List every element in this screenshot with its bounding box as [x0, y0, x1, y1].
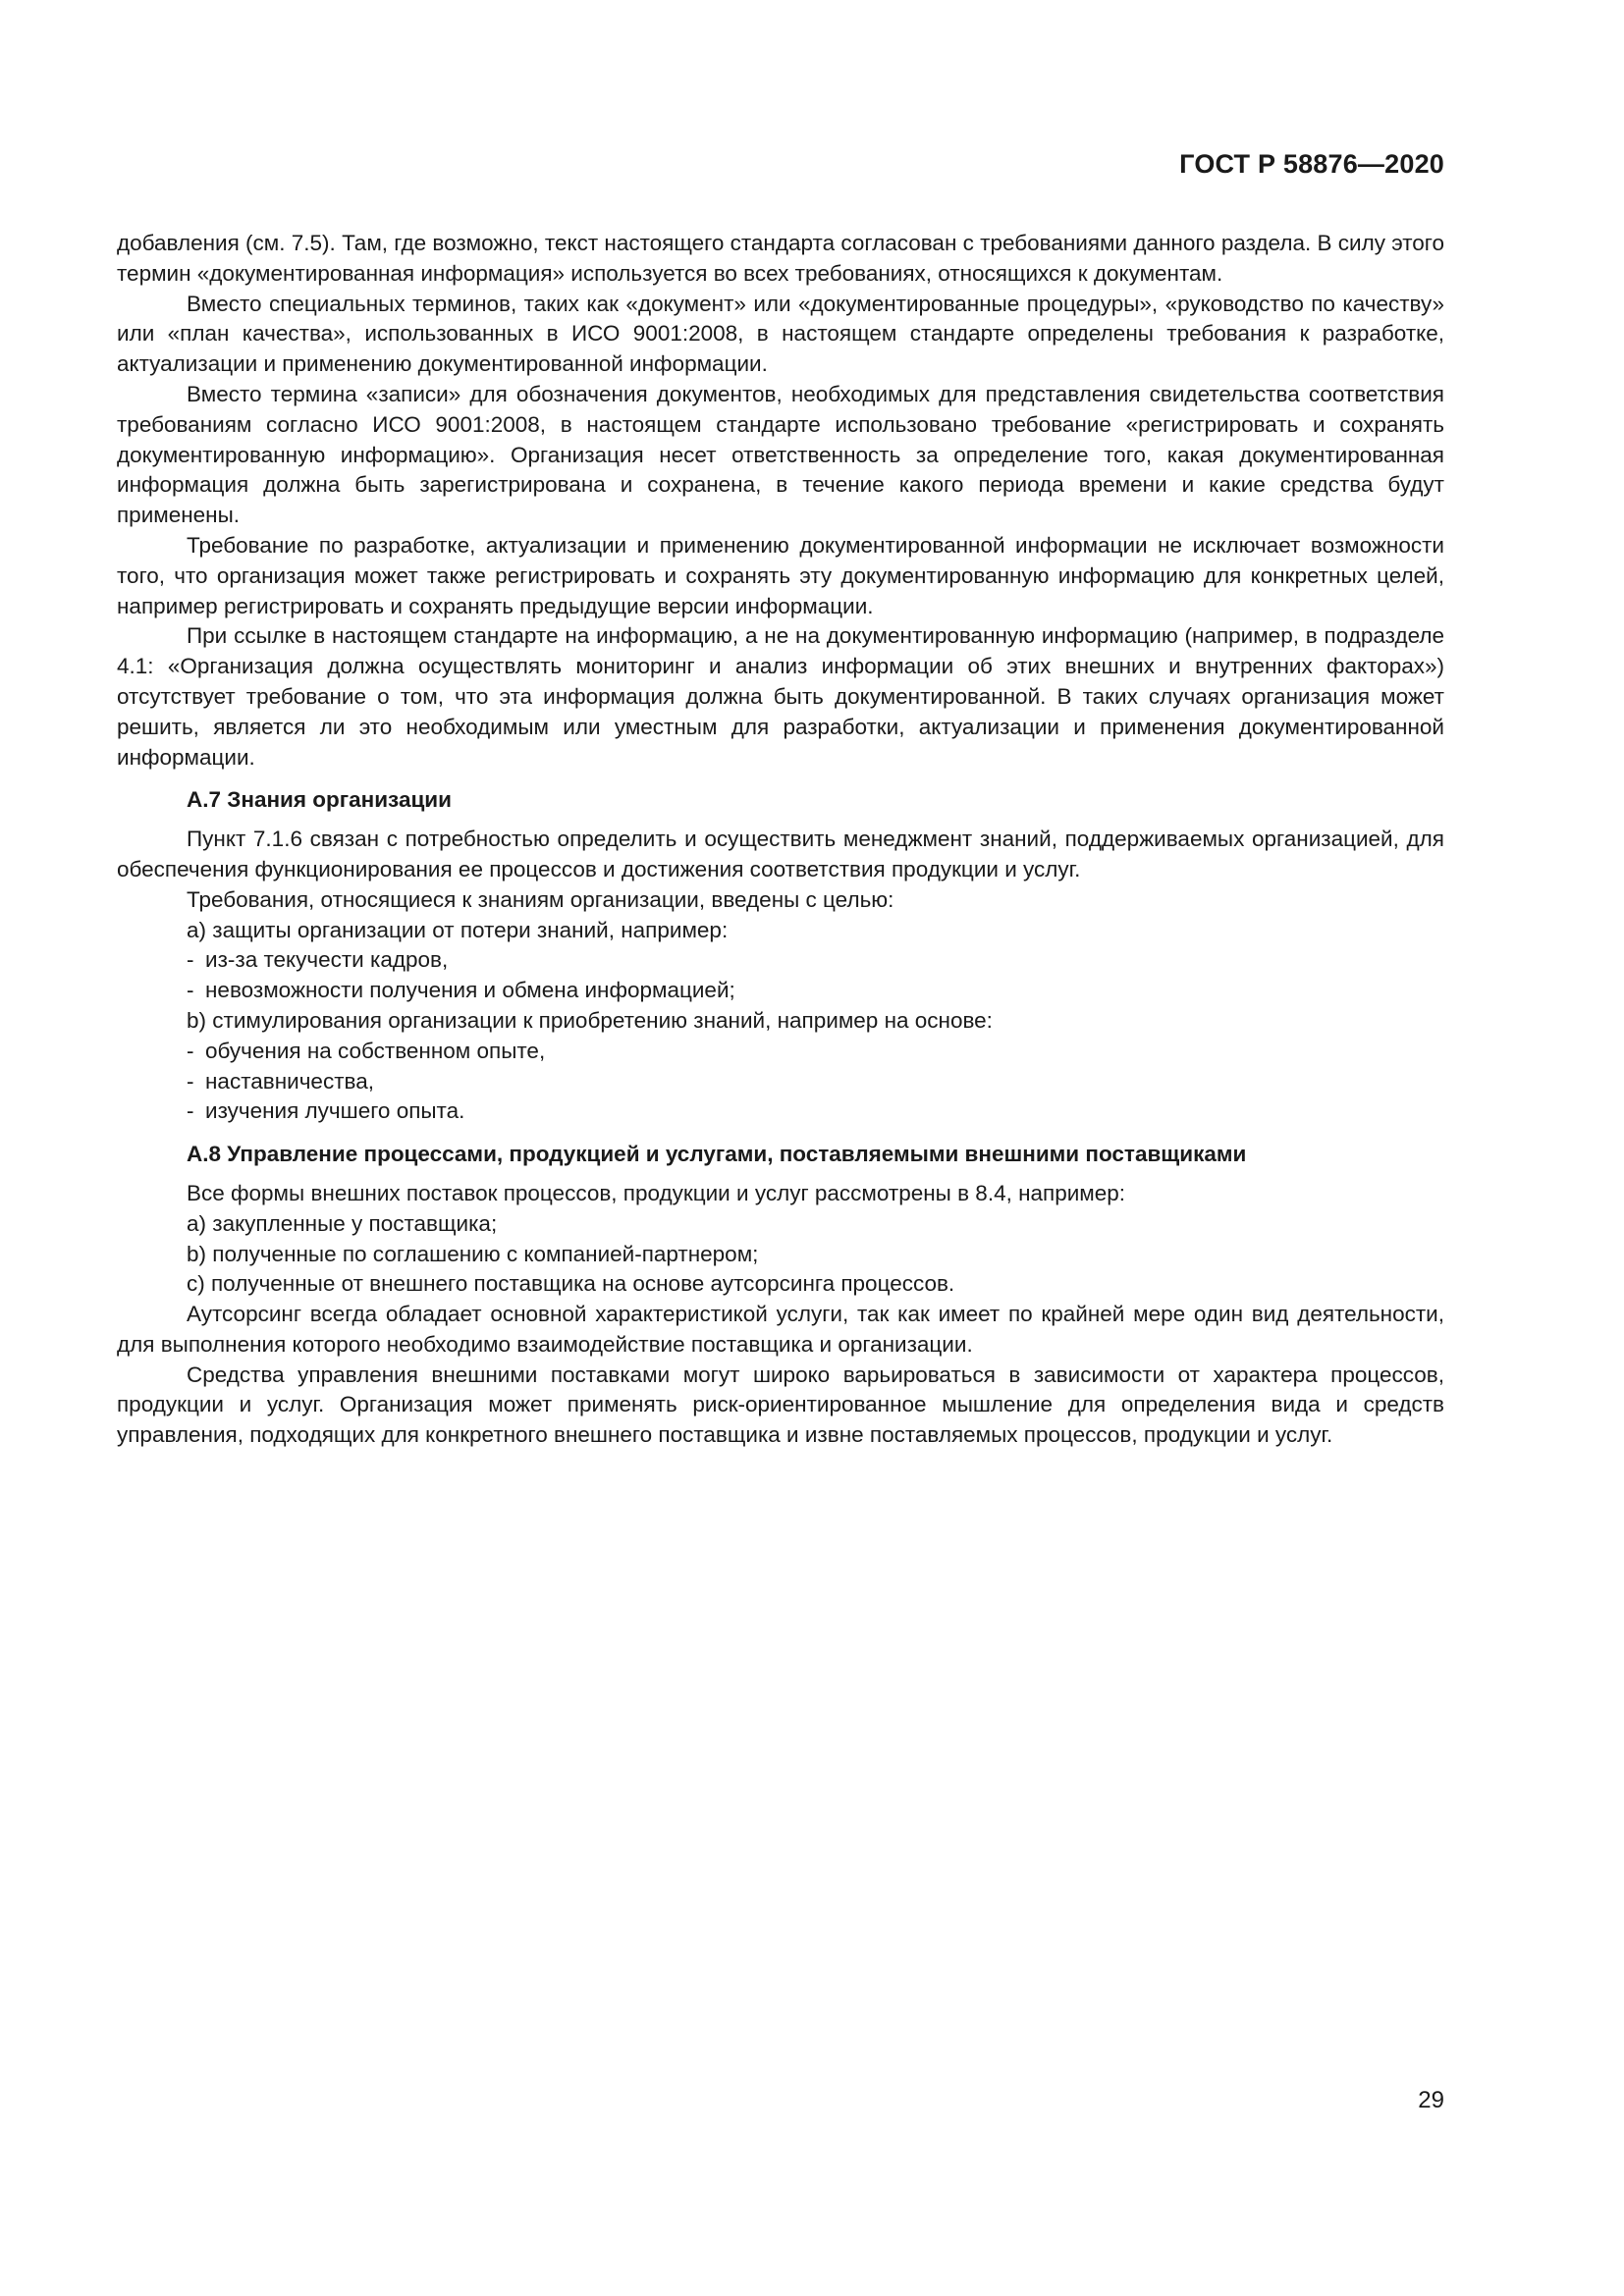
paragraph-information-reference: При ссылке в настоящем стандарте на информацию, а не на документированную информацию (например, в подразделе 4.1: «Организация должна осуществлять мониторинг и анализ информации об этих внешних и внутренних факторах») отсутствует требование о том, что эта информация должна быть документированной. В таких случаях организация может решить, является ли это необходимым или уместным для разработки, актуализации и применения документированной информации. — [117, 623, 1444, 770]
list-subitem-text: наставничества, — [205, 1068, 374, 1094]
list-subitem — [117, 976, 1444, 1006]
dash-marker: - — [187, 1098, 194, 1124]
list-subitem-text: обучения на собственном опыте, — [205, 1038, 546, 1063]
page-number: 29 — [1418, 2087, 1444, 2113]
paragraph-a8-intro: Все формы внешних поставок процессов, продукции и услуг рассмотрены в 8.4, например: — [187, 1180, 1126, 1205]
paragraph-special-terms: Вместо специальных терминов, таких как «документ» или «документированные процедуры», «руководство по качеству» или «план качества», использованных в ИСО 9001:2008, в настоящем стандарте определены требования к разработке, актуализации и применению документированной информации. — [117, 291, 1444, 377]
list-item-a8-c: c) полученные от внешнего поставщика на основе аутсорсинга процессов. — [187, 1271, 955, 1297]
section-heading-a7: А.7 Знания организации — [187, 787, 452, 813]
paragraph-a8-outsourcing: Аутсорсинг всегда обладает основной характеристикой услуги, так как имеет по крайней мере один вид деятельности, для выполнения которого необходимо взаимодействие поставщика и организации. — [117, 1302, 1444, 1357]
list-subitem — [117, 1067, 1444, 1097]
dash-marker: - — [187, 1038, 194, 1063]
paragraph-a7-intro: Пункт 7.1.6 связан с потребностью определить и осуществить менеджмент знаний, поддерживаемых организацией, для обеспечения функционирования ее процессов и достижения соответствия продукции и услуг. — [117, 827, 1444, 881]
list-subitem — [117, 945, 1444, 976]
paragraph-continuation: добавления (см. 7.5). Там, где возможно, текст настоящего стандарта согласован с требованиями данного раздела. В силу этого термин «документированная информация» используется во всех требованиях, относящихся к документам. — [117, 231, 1444, 286]
list-subitem — [117, 1037, 1444, 1067]
list-item-a8-a: a) закупленные у поставщика; — [187, 1210, 498, 1236]
section-heading-a8: А.8 Управление процессами, продукцией и услугами, поставляемыми внешними поставщиками — [187, 1142, 1247, 1167]
paragraph-requirement: Требование по разработке, актуализации и применению документированной информации не исключает возможности того, что организация может также регистрировать и сохранять эту документированную информацию для конкретных целей, например регистрировать и сохранять предыдущие версии информации. — [117, 532, 1444, 618]
list-item-a7-a: a) защиты организации от потери знаний, например: — [187, 917, 729, 942]
dash-marker: - — [187, 947, 194, 973]
paragraph-a8-controls: Средства управления внешними поставками могут широко варьироваться в зависимости от характера процессов, продукции и услуг. Организация может применять риск-ориентированное мышление для определения вида и средств управления, подходящих для конкретного внешнего поставщика и извне поставляемых процессов, продукции и услуг. — [117, 1362, 1444, 1448]
dash-marker: - — [187, 1068, 194, 1094]
list-subitem-text: невозможности получения и обмена информацией; — [205, 978, 735, 1003]
paragraph-records-term: Вместо термина «записи» для обозначения документов, необходимых для представления свидетельства соответствия требованиям согласно ИСО 9001:2008, в настоящем стандарте использовано требование «регистрировать и сохранять документированную информацию». Организация несет ответственность за определение того, какая документированная информация должна быть зарегистрирована и сохранена, в течение какого периода времени и какие средства будут применены. — [117, 381, 1444, 528]
page-content — [117, 229, 1444, 1451]
standard-id-header: ГОСТ Р 58876—2020 — [1179, 149, 1444, 179]
list-subitem — [117, 1096, 1444, 1127]
paragraph-a7-purpose: Требования, относящиеся к знаниям организации, введены с целью: — [187, 886, 894, 912]
list-item-a8-b: b) полученные по соглашению с компанией-партнером; — [187, 1241, 759, 1266]
dash-marker: - — [187, 978, 194, 1003]
list-item-a7-b: b) стимулирования организации к приобретению знаний, например на основе: — [187, 1007, 993, 1033]
list-subitem-text: из-за текучести кадров, — [205, 947, 449, 973]
list-subitem-text: изучения лучшего опыта. — [205, 1098, 465, 1124]
